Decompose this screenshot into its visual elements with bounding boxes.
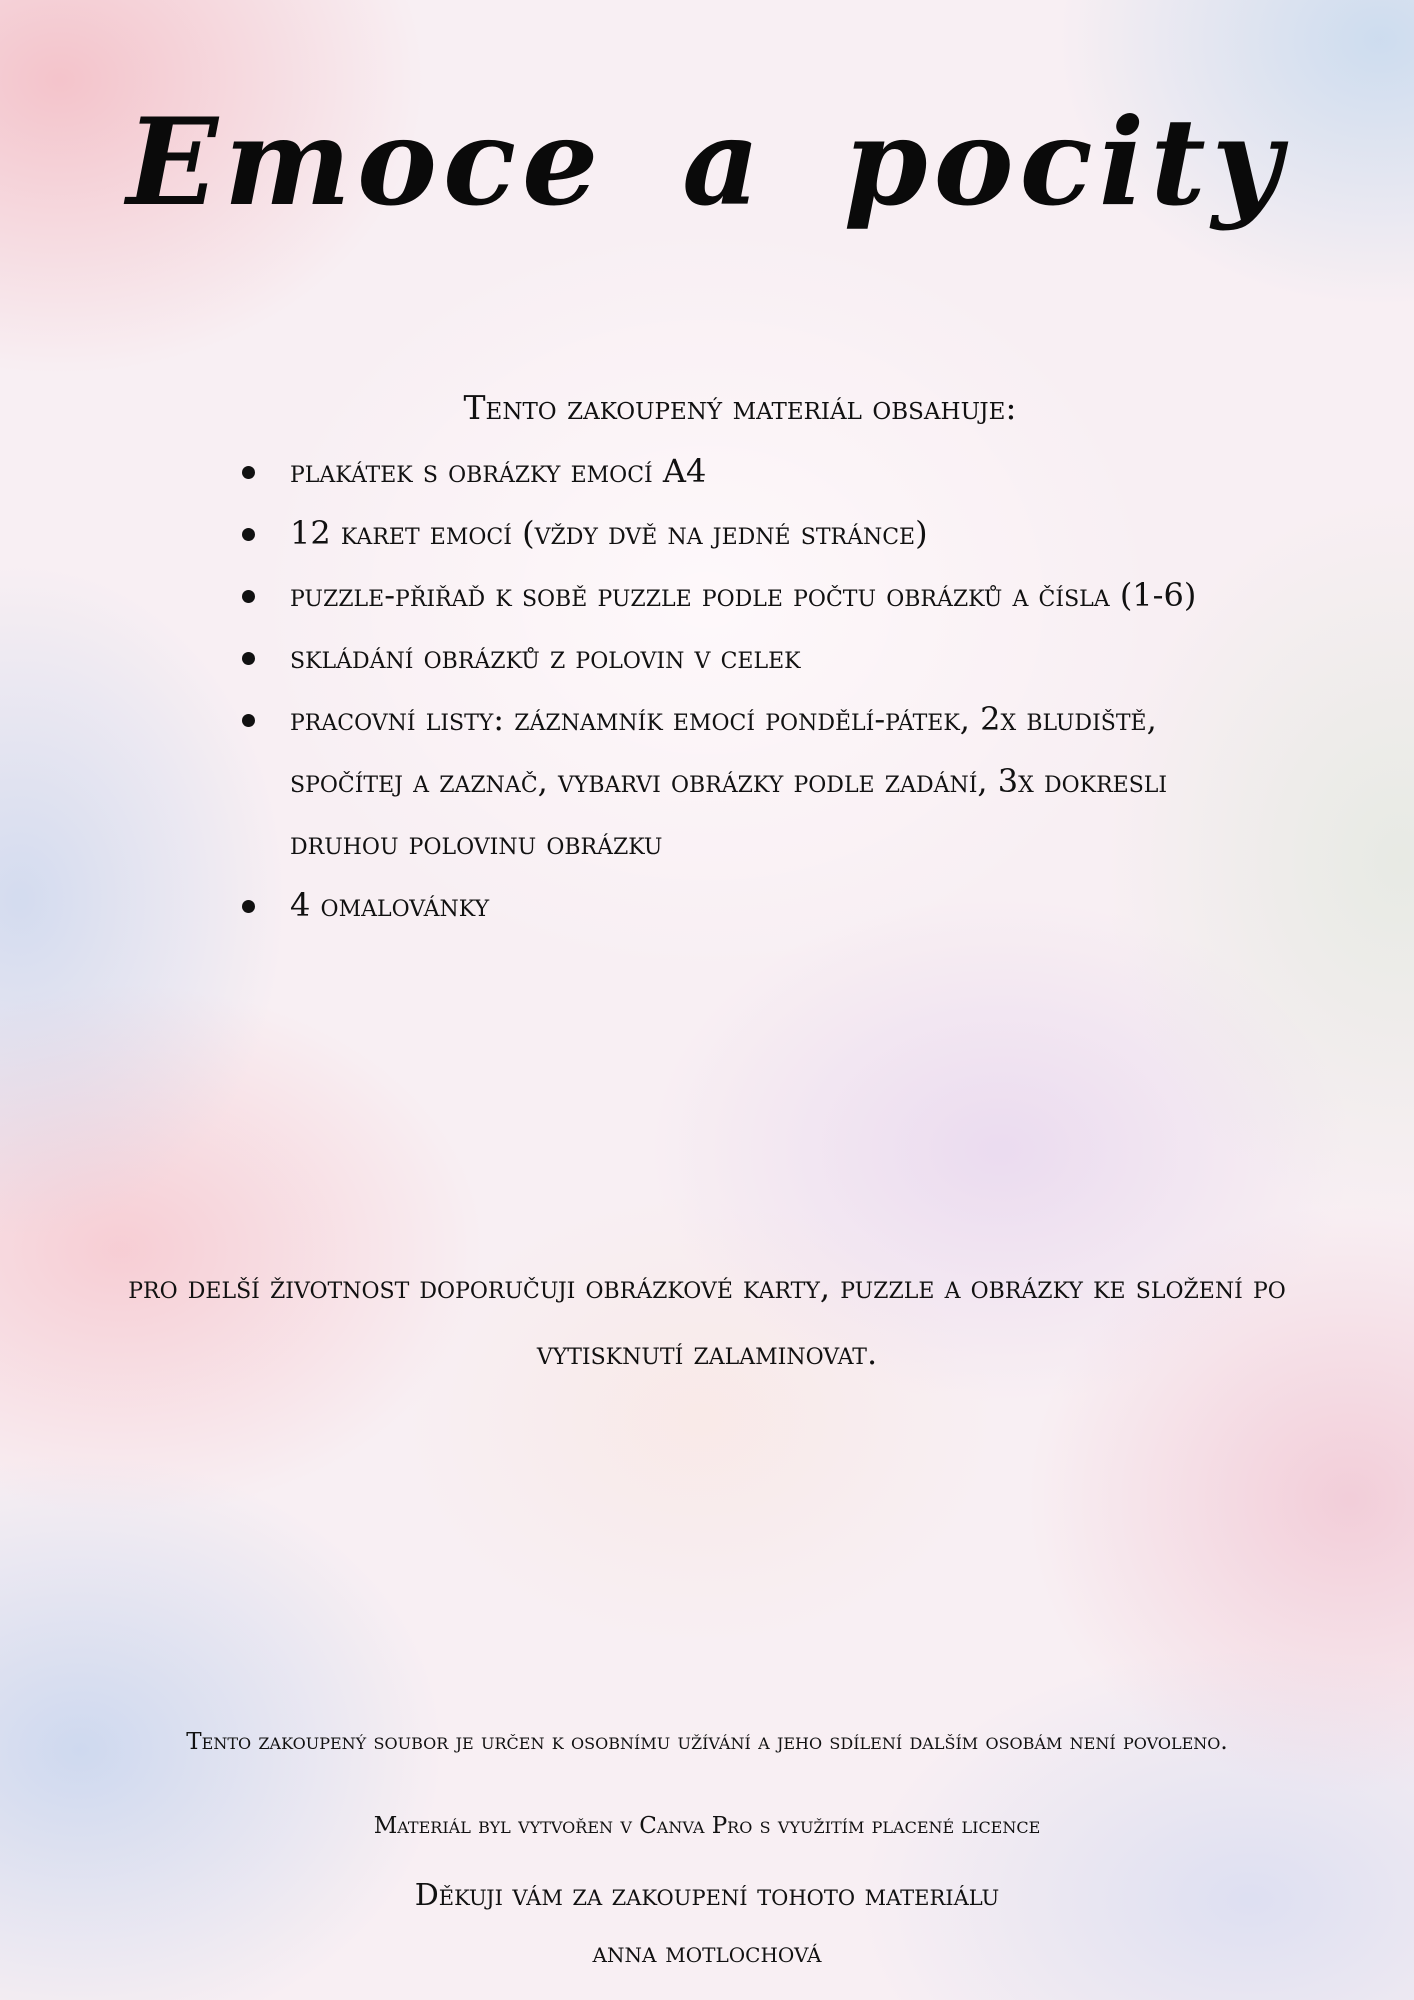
contents-list xyxy=(234,440,1274,936)
list-item-text: skládání obrázků z polovin v celek xyxy=(290,638,801,676)
bullet-icon xyxy=(242,900,255,913)
thanks-text: Děkuji vám za zakoupení tohoto materiálu xyxy=(414,1878,1000,1913)
list-item xyxy=(234,502,1274,564)
list-item xyxy=(234,440,1274,502)
contents-intro: Tento zakoupený materiál obsahuje: xyxy=(463,388,1017,427)
bullet-icon xyxy=(242,652,255,665)
list-item-text: pracovní listy: záznamník emocí pondělí-pátek, 2x bludiště, spočítej a zaznač, vybarvi obrázky podle zadání, 3x dokresli druhou polovinu obrázku xyxy=(290,700,1168,862)
lamination-note: pro delší životnost doporučuji obrázkové karty, puzzle a obrázky ke složení po vytisknutí zalaminovat. xyxy=(128,1268,1286,1372)
bullet-icon xyxy=(242,528,255,541)
list-item xyxy=(234,564,1274,626)
list-item-text: plakátek s obrázky emocí A4 xyxy=(290,452,707,490)
list-item-text: puzzle-přiřaď k sobě puzzle podle počtu obrázků a čísla (1-6) xyxy=(290,576,1197,614)
list-item-text: 12 karet emocí (vždy dvě na jedné stránce) xyxy=(290,514,928,552)
list-item xyxy=(234,626,1274,688)
license-notice: Tento zakoupený soubor je určen k osobnímu užívání a jeho sdílení dalším osobám není povoleno. xyxy=(186,1729,1228,1755)
list-item xyxy=(234,874,1274,936)
list-item xyxy=(234,688,1274,874)
canva-notice: Materiál byl vytvořen v Canva Pro s využitím placené licence xyxy=(373,1813,1041,1839)
author-name: anna motlochová xyxy=(592,1936,822,1969)
bullet-icon xyxy=(242,466,255,479)
page-title: Emoce a pocity xyxy=(126,92,1288,233)
bullet-icon xyxy=(242,590,255,603)
bullet-icon xyxy=(242,714,255,727)
list-item-text: 4 omalovánky xyxy=(290,886,490,924)
